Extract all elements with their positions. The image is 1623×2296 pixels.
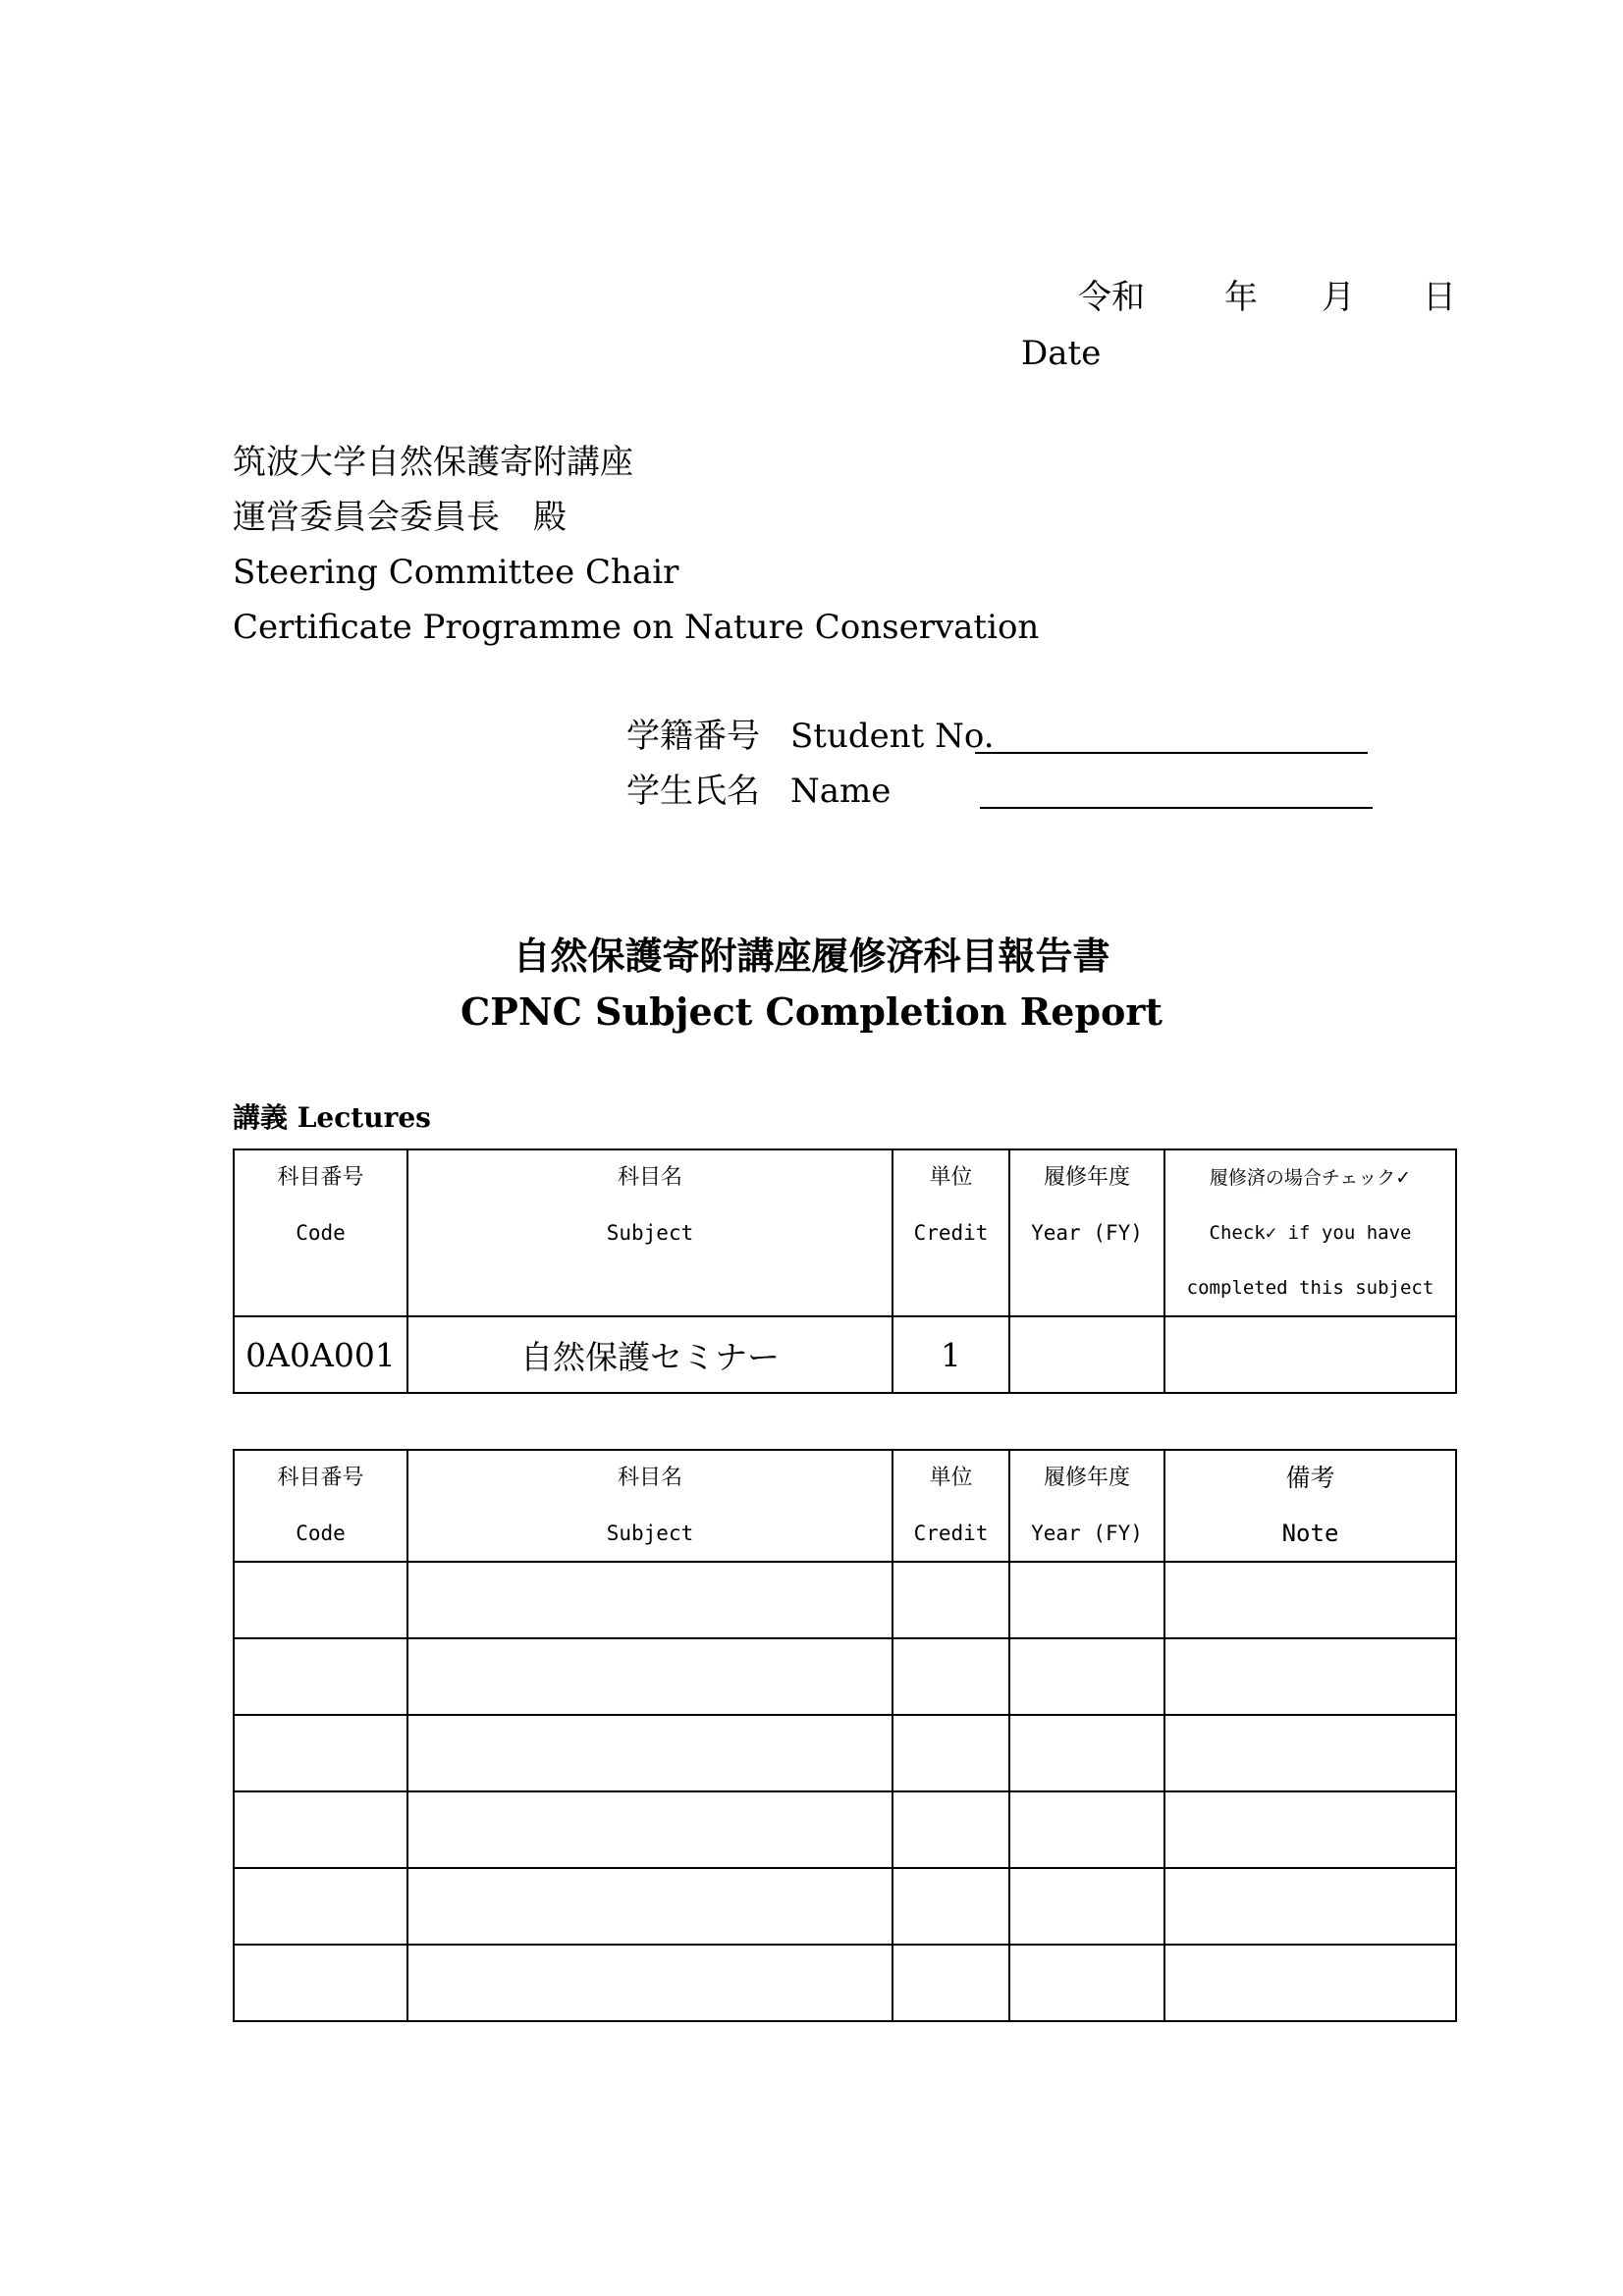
student-id-label-ja: 学籍番号	[626, 717, 760, 756]
header-check-en-1: Check✓ if you have	[1209, 1222, 1412, 1244]
student-name-field[interactable]	[980, 807, 1373, 809]
header-subject-en: Subject	[606, 1221, 694, 1245]
cell-credit[interactable]	[893, 1562, 1009, 1638]
cell-note[interactable]	[1164, 1791, 1456, 1868]
cell-code[interactable]	[234, 1791, 407, 1868]
header-subject-ja: 科目名	[617, 1165, 682, 1190]
cell-credit: 1	[893, 1316, 1009, 1393]
header-year-en: Year (FY)	[1031, 1522, 1143, 1545]
cell-year[interactable]	[1009, 1562, 1164, 1638]
addressee-line-4: Certificate Programme on Nature Conservation	[233, 608, 1040, 647]
header-code	[234, 1450, 407, 1562]
cell-credit[interactable]	[893, 1638, 1009, 1715]
cell-subject[interactable]	[407, 1562, 893, 1638]
header-credit-ja: 単位	[929, 1165, 973, 1190]
header-check	[1164, 1149, 1456, 1316]
header-subject-ja: 科目名	[617, 1466, 682, 1490]
date-era: 令和	[1078, 278, 1145, 317]
cell-subject[interactable]	[407, 1791, 893, 1868]
header-year	[1009, 1149, 1164, 1316]
header-note-en: Note	[1281, 1520, 1339, 1547]
table-row	[234, 1562, 1456, 1638]
header-subject-en: Subject	[606, 1522, 694, 1545]
cell-note[interactable]	[1164, 1562, 1456, 1638]
cell-year[interactable]	[1009, 1316, 1164, 1393]
cell-year[interactable]	[1009, 1715, 1164, 1791]
header-check-en-2: completed this subject	[1186, 1277, 1434, 1299]
cell-note[interactable]	[1164, 1715, 1456, 1791]
header-credit-en: Credit	[913, 1522, 989, 1545]
cell-credit[interactable]	[893, 1868, 1009, 1945]
cell-code: 0A0A001	[234, 1316, 407, 1393]
header-credit	[893, 1149, 1009, 1316]
header-credit	[893, 1450, 1009, 1562]
cell-subject: 自然保護セミナー	[407, 1316, 893, 1393]
other-subjects-body	[234, 1562, 1456, 2021]
cell-credit[interactable]	[893, 1791, 1009, 1868]
header-code-ja: 科目番号	[277, 1466, 364, 1490]
header-year-ja: 履修年度	[1043, 1466, 1130, 1490]
cell-code[interactable]	[234, 1638, 407, 1715]
cell-check[interactable]	[1164, 1316, 1456, 1393]
table-header-row	[234, 1149, 1456, 1316]
header-credit-ja: 単位	[929, 1466, 973, 1490]
header-code-en: Code	[296, 1221, 346, 1245]
table-row	[234, 1638, 1456, 1715]
header-subject	[407, 1450, 893, 1562]
header-code-ja: 科目番号	[277, 1165, 364, 1190]
lectures-table	[233, 1148, 1457, 1394]
header-code-en: Code	[296, 1522, 346, 1545]
student-id-label-en: Student No.	[790, 717, 995, 756]
addressee-line-2: 運営委員会委員長 殿	[233, 498, 567, 537]
cell-year[interactable]	[1009, 1791, 1164, 1868]
page-title-en: CPNC Subject Completion Report	[460, 989, 1163, 1034]
date-label: Date	[1021, 334, 1102, 373]
header-year-en: Year (FY)	[1031, 1221, 1143, 1245]
header-note	[1164, 1450, 1456, 1562]
header-code	[234, 1149, 407, 1316]
header-year-ja: 履修年度	[1043, 1165, 1130, 1190]
cell-subject[interactable]	[407, 1638, 893, 1715]
cell-code[interactable]	[234, 1945, 407, 2021]
date-month-unit: 月	[1322, 278, 1355, 317]
addressee-line-1: 筑波大学自然保護寄附講座	[233, 443, 633, 482]
cell-credit[interactable]	[893, 1945, 1009, 2021]
table-row	[234, 1868, 1456, 1945]
table-row	[234, 1945, 1456, 2021]
table-row	[234, 1715, 1456, 1791]
student-id-field[interactable]	[975, 752, 1368, 754]
header-check-ja: 履修済の場合チェック✓	[1209, 1167, 1412, 1189]
student-name-label-en: Name	[790, 772, 892, 811]
addressee-line-3: Steering Committee Chair	[233, 553, 679, 592]
table-header-row	[234, 1450, 1456, 1562]
cell-subject[interactable]	[407, 1715, 893, 1791]
cell-note[interactable]	[1164, 1638, 1456, 1715]
page-title-ja: 自然保護寄附講座履修済科目報告書	[513, 934, 1110, 978]
header-subject	[407, 1149, 893, 1316]
date-day-unit: 日	[1423, 278, 1456, 317]
cell-note[interactable]	[1164, 1868, 1456, 1945]
cell-note[interactable]	[1164, 1945, 1456, 2021]
cell-year[interactable]	[1009, 1945, 1164, 2021]
cell-year[interactable]	[1009, 1638, 1164, 1715]
other-subjects-table	[233, 1449, 1457, 2022]
student-name-label-ja: 学生氏名	[626, 772, 760, 811]
table-row	[234, 1791, 1456, 1868]
cell-code[interactable]	[234, 1868, 407, 1945]
header-year	[1009, 1450, 1164, 1562]
header-credit-en: Credit	[913, 1221, 989, 1245]
cell-credit[interactable]	[893, 1715, 1009, 1791]
header-note-ja: 備考	[1285, 1464, 1335, 1492]
date-year-unit: 年	[1224, 278, 1258, 317]
table-row	[234, 1316, 1456, 1393]
lectures-section-label: 講義 Lectures	[233, 1101, 431, 1134]
cell-code[interactable]	[234, 1562, 407, 1638]
cell-year[interactable]	[1009, 1868, 1164, 1945]
cell-subject[interactable]	[407, 1945, 893, 2021]
cell-subject[interactable]	[407, 1868, 893, 1945]
cell-code[interactable]	[234, 1715, 407, 1791]
